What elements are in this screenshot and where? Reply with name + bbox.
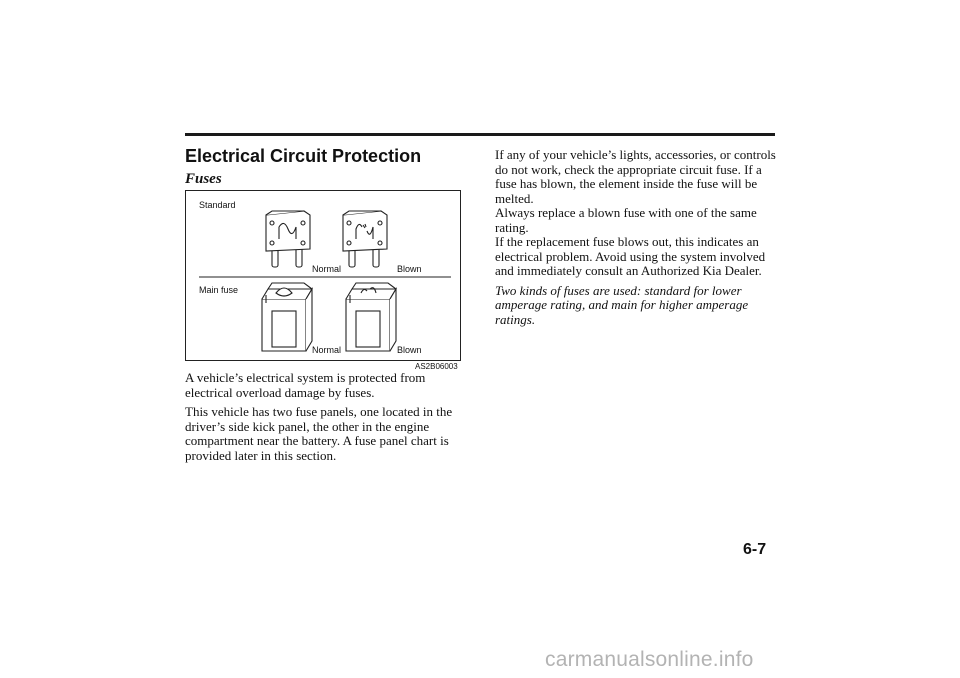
section-title: Electrical Circuit Protection <box>185 146 422 166</box>
watermark: carmanualsonline.info <box>545 648 754 671</box>
standard-fuse-normal <box>266 211 310 267</box>
left-paragraph-2: This vehicle has two fuse panels, one located in the driver’s side kick panel, the other in the engine compartment near the battery. A fuse panel chart is provided later in this section. <box>185 404 453 463</box>
label-main-fuse: Main fuse <box>199 285 239 295</box>
right-paragraph-4: Two kinds of fuses are used: standard for lower amperage rating, and main for higher amperage ratings. <box>495 282 749 327</box>
main-fuse-normal <box>262 283 312 351</box>
label-blown-bottom: Blown <box>397 345 422 355</box>
fuse-figure <box>185 190 461 361</box>
standard-fuse-blown <box>343 211 387 267</box>
fuse-illustration <box>186 191 462 362</box>
right-paragraph-2: Always replace a blown fuse with one of the same rating. <box>495 205 757 235</box>
left-column <box>185 371 461 468</box>
label-standard: Standard <box>199 200 236 210</box>
page-number: 6-7 <box>743 541 767 558</box>
label-blown-top: Blown <box>397 264 422 274</box>
right-paragraph-1: If any of your vehicle’s lights, accessories, or controls do not work, check the appropriate circuit fuse. If a fuse has blown, the element inside the fuse will be melted. <box>495 147 776 206</box>
section-subtitle: Fuses <box>185 171 222 187</box>
figure-code: AS2B06003 <box>415 362 458 371</box>
right-paragraph-3: If the replacement fuse blows out, this indicates an electrical problem. Avoid using the system involved and immediately consult an Authorized Kia Dealer. <box>495 234 766 278</box>
label-normal-bottom: Normal <box>312 345 342 355</box>
main-fuse-blown <box>346 283 396 351</box>
header-rule <box>185 133 775 136</box>
right-column <box>495 148 777 327</box>
label-normal-top: Normal <box>312 264 342 274</box>
left-paragraph-1: A vehicle’s electrical system is protected from electrical overload damage by fuses. <box>185 370 426 400</box>
